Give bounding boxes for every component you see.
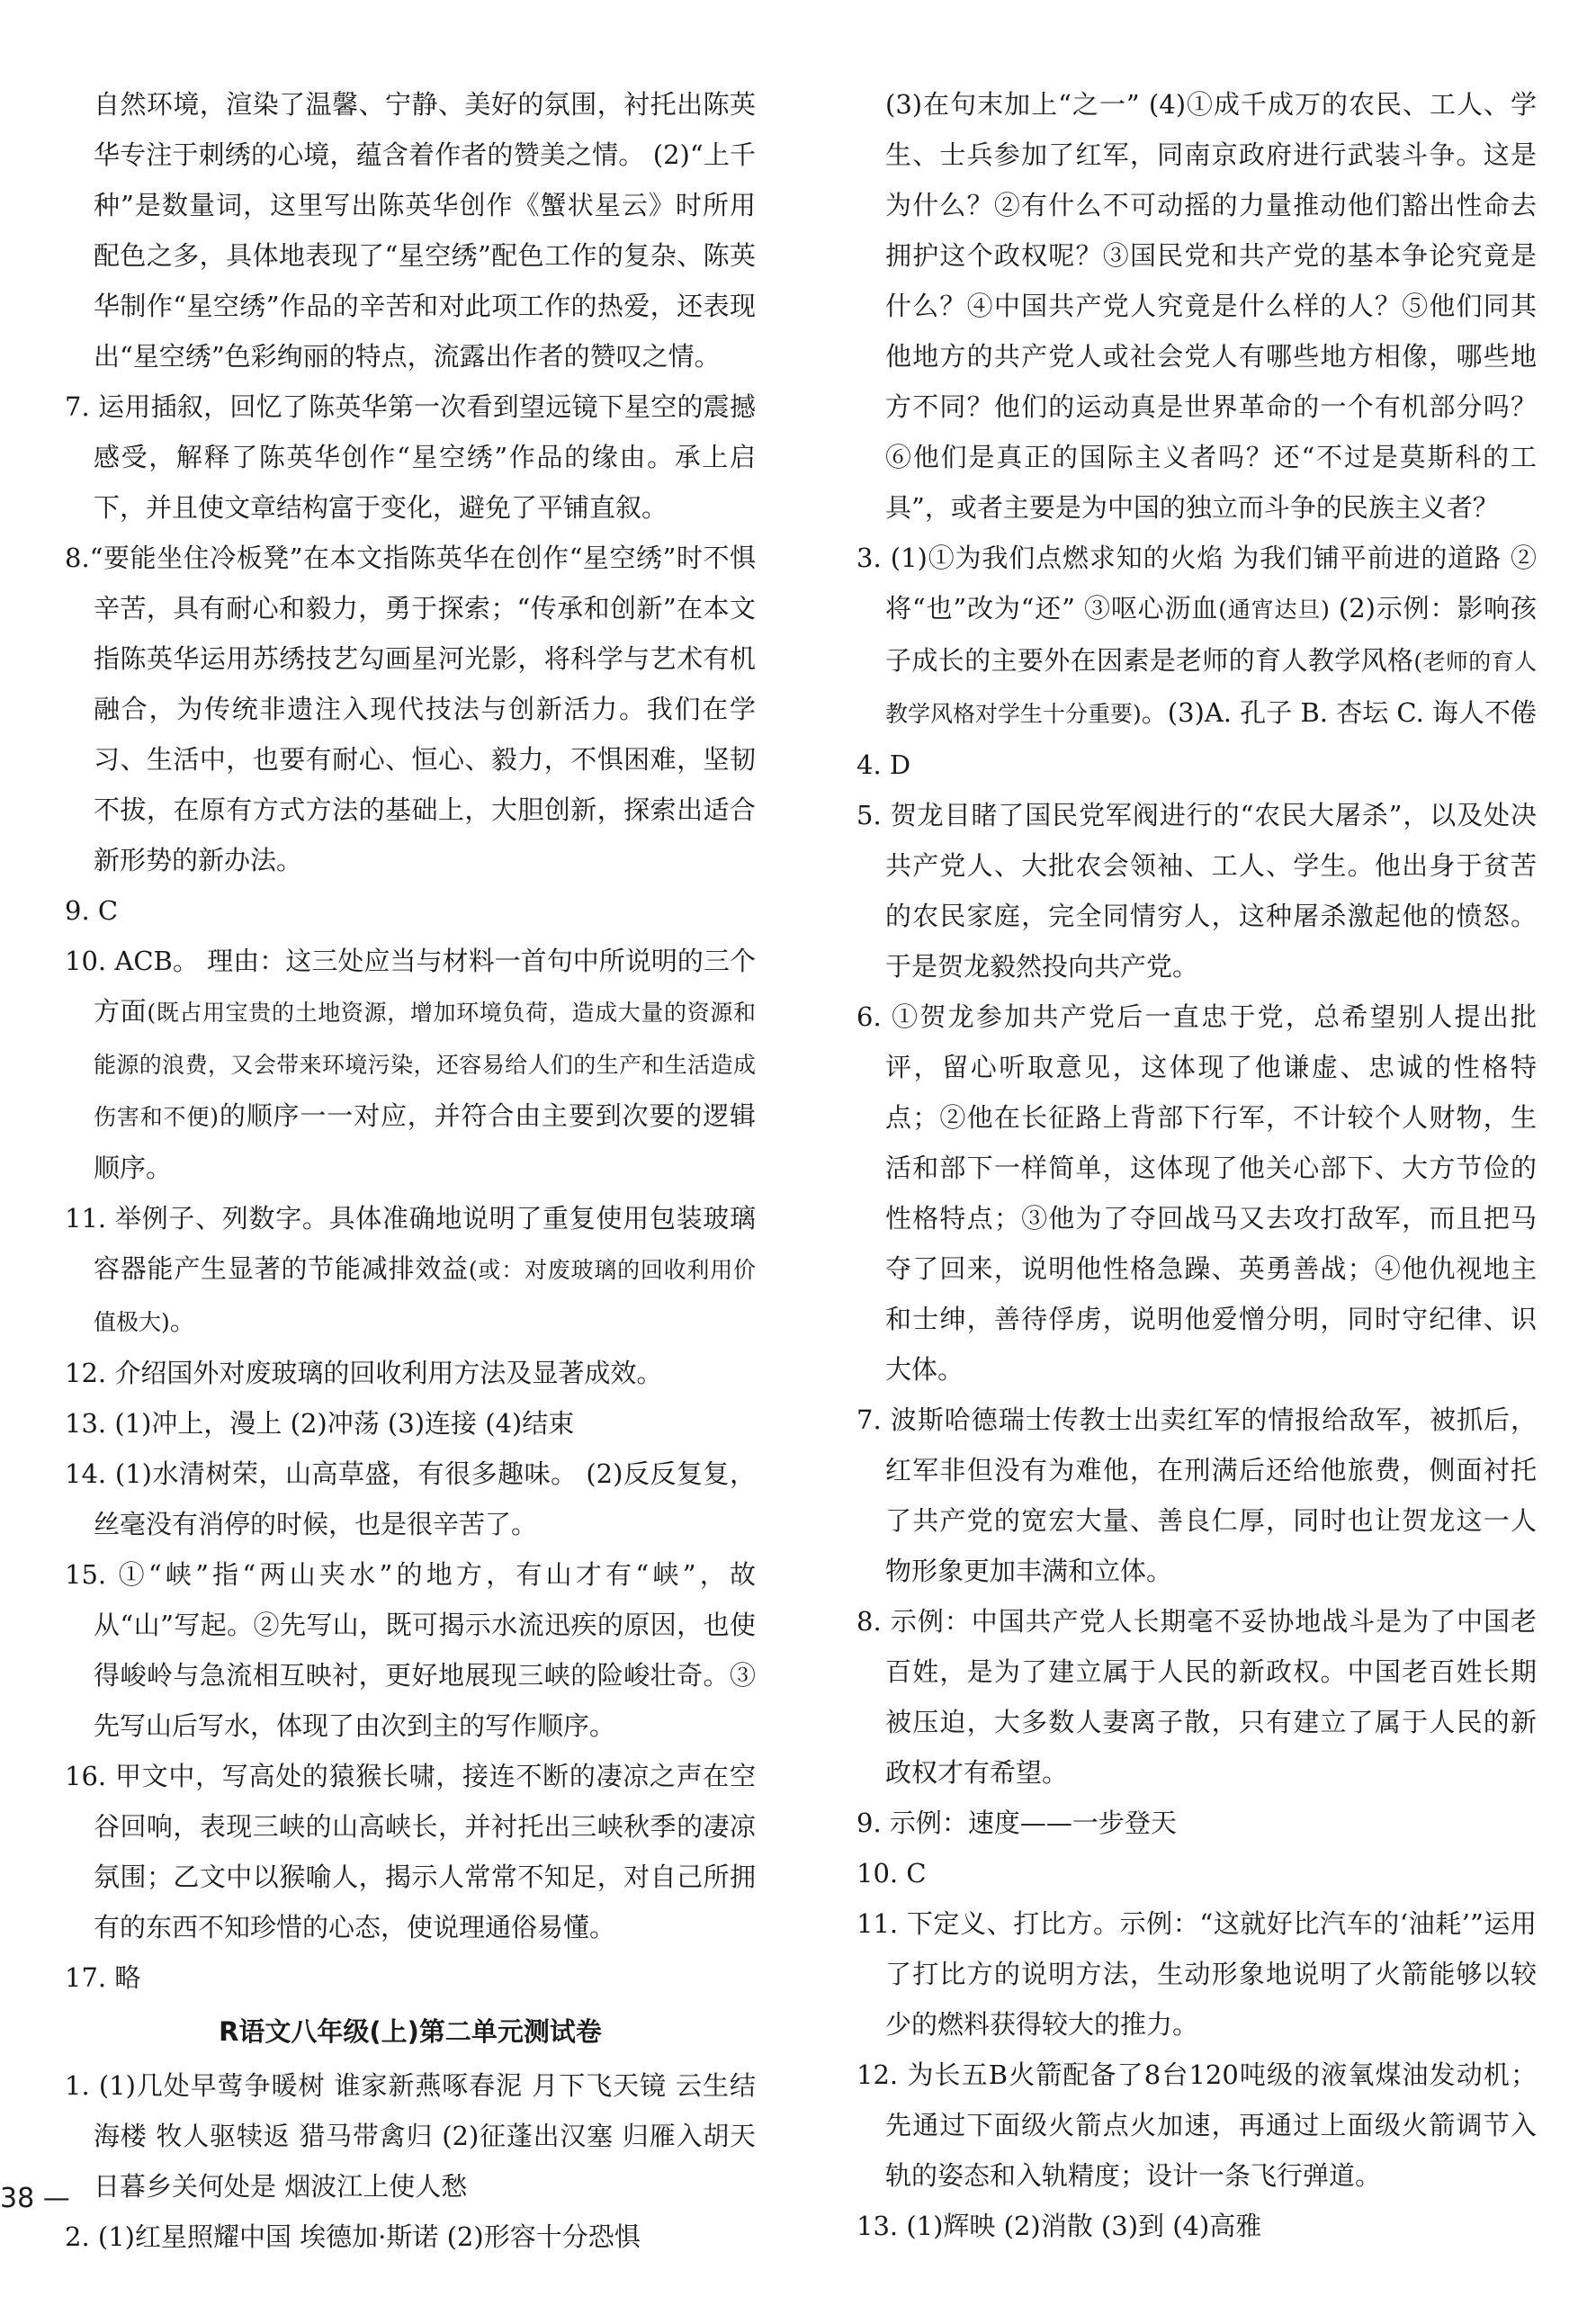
unit2-answer-8: 8. 示例：中国共产党人长期毫不妥协地战斗是为了中国老百姓，是为了建立属于人民的新政权。中国老百姓长期被压迫，大多数人妻离子散，只有建立了属于人民的新政权才有希望。 [856,1606,1537,1788]
answer-17: 17. 略 [65,1962,141,1993]
answer-11-end: 。 [169,1306,196,1336]
answer-9: 9. C [65,895,119,926]
answer-10-end: 的顺序一一对应，并符合由主要到次要的逻辑顺序。 [94,1100,756,1183]
answer-11 [65,1193,756,1348]
answer-11-main: 11. 举例子、列数字。具体准确地说明了重复使用包装玻璃容器能产生显著的节能减排效益 [65,1203,756,1284]
answer-10 [65,936,756,1193]
unit2-answer-3-note1: (通宵达旦) [1218,597,1330,623]
left-column [65,79,756,2262]
answer-12: 12. 介绍国外对废玻璃的回收利用方法及显著成效。 [65,1358,663,1388]
unit2-answer-3-mid: (2)示例：影响孩子成长的主要外在因素是老师的育人教学风格 [885,593,1537,676]
unit2-answer-3 [856,533,1537,740]
unit2-answer-9: 9. 示例：速度——一步登天 [856,1808,1177,1838]
answer-14: 14. (1)水清树荣，山高草盛，有很多趣味。 (2)反反复复，丝毫没有消停的时候，也是很辛苦了。 [65,1458,756,1539]
unit2-answer-10: 10. C [856,1858,927,1889]
unit2-answer-1: 1. (1)几处早莺争暖树 谁家新燕啄春泥 月下飞天镜 云生结海楼 牧人驱犊返 猎马带禽归 (2)征蓬出汉塞 归雁入胡天 日暮乡关何处是 烟波江上使人愁 [65,2070,756,2202]
answer-10-main: 10. ACB。 理由：这三处应当与材料一首句中所说明的三个方面 [65,946,756,1027]
answer-11-note: (或：对废玻璃的回收利用价值极大) [94,1257,756,1335]
right-column [856,79,1537,2251]
unit2-answer-11: 11. 下定义、打比方。示例：“这就好比汽车的‘油耗’”运用了打比方的说明方法，生动形象地说明了火箭能够以较少的燃料获得较大的推力。 [856,1908,1537,2040]
unit2-answer-6: 6. ①贺龙参加共产党后一直忠于党，总希望别人提出批评，留心听取意见，这体现了他谦虚、忠诚的性格特点；②他在长征路上背部下行军，不计较个人财物，生活和部下一样简单，这体现了他关心部下、大方节俭的性格特点；③他为了夺回战马又去攻打敌军，而且把马夺了回来，说明他性格急躁、英勇善战；④他仇视地主和士绅，善待俘虏，说明他爱憎分明，同时守纪律、识大体。 [856,1001,1537,1385]
unit2-answer-12: 12. 为长五B火箭配备了8台120吨级的液氧煤油发动机；先通过下面级火箭点火加速，再通过上面级火箭调节入轨的姿态和入轨精度；设计一条飞行弹道。 [856,2059,1537,2191]
unit2-answer-7: 7. 波斯哈德瑞士传教士出卖红军的情报给敌军，被抓后，红军非但没有为难他，在刑满后还给他旅费，侧面衬托了共产党的宽宏大量、善良仁厚，同时也让贺龙这一人物形象更加丰满和立体。 [856,1404,1537,1586]
unit2-answer-13: 13. (1)辉映 (2)消散 (3)到 (4)高雅 [856,2211,1262,2241]
unit2-answer-3-note2: (老师的育人教学风格对学生十分重要) [885,649,1537,727]
unit2-answer-2-continued: (3)在句末加上“之一” (4)①成千成万的农民、工人、学生、士兵参加了红军，同南京政府进行武装斗争。这是为什么？②有什么不可动摇的力量推动他们豁出性命去拥护这个政权呢？③国民党和共产党的基本争论究竟是什么？④中国共产党人究竟是什么样的人？⑤他们同其他地方的共产党人或社会党人有哪些地方相像，哪些地方不同？他们的运动真是世界革命的一个有机部分吗？⑥他们是真正的国际主义者吗？还“不过是莫斯科的工具”，或者主要是为中国的独立而斗争的民族主义者？ [885,89,1537,523]
section-title: R语文八年级(上)第二单元测试卷 [219,2016,602,2047]
answer-8: 8.“要能坐住冷板凳”在本文指陈英华在创作“星空绣”时不惧辛苦，具有耐心和毅力，勇于探索；“传承和创新”在本文指陈英华运用苏绣技艺勾画星河光影，将科学与艺术有机融合，为传统非遗注入现代技法与创新活力。我们在学习、生活中，也要有耐心、恒心、毅力，不惧困难，坚韧不拔，在原有方式方法的基础上，大胆创新，探索出适合新形势的新办法。 [65,543,756,875]
answer-16: 16. 甲文中，写高处的猿猴长啸，接连不断的凄凉之声在空谷回响，表现三峡的山高峡长，并衬托出三峡秋季的凄凉氛围；乙文中以猴喻人，揭示人常常不知足，对自己所拥有的东西不知珍惜的心态，使说理通俗易懂。 [65,1761,756,1943]
unit2-answer-5: 5. 贺龙目睹了国民党军阀进行的“农民大屠杀”，以及处决共产党人、大批农会领袖、工人、学生。他出身于贫苦的农民家庭，完全同情穷人，这种屠杀激起他的愤怒。于是贺龙毅然投向共产党。 [856,800,1537,982]
answer-13: 13. (1)冲上，漫上 (2)冲荡 (3)连接 (4)结束 [65,1408,575,1439]
page-number: 38 — [0,2183,70,2214]
unit2-answer-3-end: 。(3)A. 孔子 B. 杏坛 C. 诲人不倦 [1141,697,1537,728]
unit2-answer-2: 2. (1)红星照耀中国 埃德加·斯诺 (2)形容十分恐惧 [65,2221,641,2252]
answer-6-continued: 自然环境，渲染了温馨、宁静、美好的氛围，衬托出陈英华专注于刺绣的心境，蕴含着作者的赞美之情。 (2)“上千种”是数量词，这里写出陈英华创作《蟹状星云》时所用配色之多，具体地表现了“星空绣”配色工作的复杂、陈英华制作“星空绣”作品的辛苦和对此项工作的热爱，还表现出“星空绣”色彩绚丽的特点，流露出作者的赞叹之情。 [94,89,756,372]
answer-10-note: (既占用宝贵的土地资源，增加环境负荷，造成大量的资源和能源的浪费，又会带来环境污染，还容易给人们的生产和生活造成伤害和不便) [94,1000,756,1130]
answer-7: 7. 运用插叙，回忆了陈英华第一次看到望远镜下星空的震撼感受，解释了陈英华创作“星空绣”作品的缘由。承上启下，并且使文章结构富于变化，避免了平铺直叙。 [65,391,756,523]
unit2-answer-3-main: 3. (1)①为我们点燃求知的火焰 为我们铺平前进的道路 ②将“也”改为“还” ③呕心沥血 [856,543,1537,624]
unit2-answer-4: 4. D [856,749,911,780]
answer-15: 15. ①“峡”指“两山夹水”的地方，有山才有“峡”，故从“山”写起。②先写山，既可揭示水流迅疾的原因，也使得峻岭与急流相互映衬，更好地展现三峡的险峻壮奇。③先写山后写水，体现了由次到主的写作顺序。 [65,1559,756,1741]
